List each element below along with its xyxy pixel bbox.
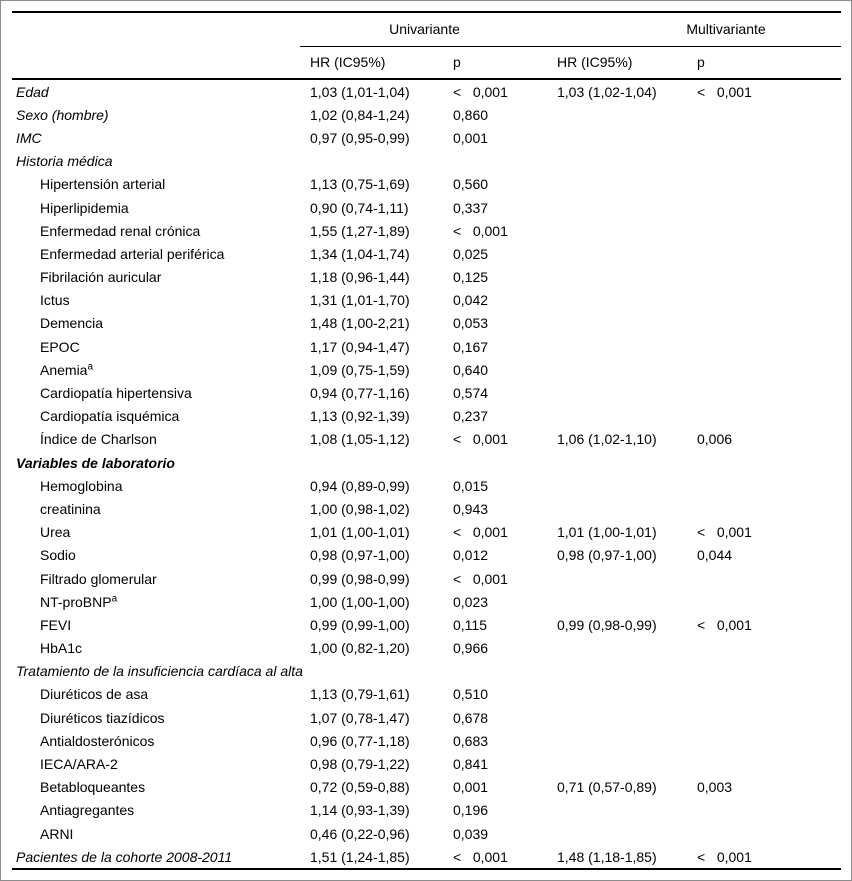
row-label-text: Fibrilación auricular (40, 269, 162, 286)
uni-hr-cell: 1,01 (1,00-1,01) (310, 524, 410, 541)
uni-p-cell: 0,167 (453, 338, 489, 355)
uni-hr-cell: 1,03 (1,01-1,04) (310, 83, 410, 100)
row-label (12, 130, 300, 146)
uni-hr-cell: 0,98 (0,97-1,00) (310, 547, 410, 564)
row-label-text: Hiperlipidemia (40, 199, 129, 216)
table-row (12, 80, 841, 103)
uni-p-cell: < 0,001 (453, 222, 508, 239)
table-row (12, 845, 841, 868)
row-label (12, 107, 300, 123)
uni-hr-cell: 1,13 (0,92-1,39) (310, 408, 410, 425)
uni-hr-cell: 1,08 (1,05-1,12) (310, 431, 410, 448)
row-label (12, 663, 303, 680)
row-label-text: Pacientes de la cohorte 2008-2011 (16, 848, 233, 865)
row-label-text: Antialdosterónicos (40, 732, 155, 749)
table-row (12, 637, 841, 660)
multivariante-label: Multivariante (686, 21, 766, 37)
row-label (12, 153, 300, 169)
table-row (12, 613, 841, 636)
row-label-text: Tratamiento de la insuficiencia cardíaca al alta (16, 663, 303, 680)
row-label-text: Edad (16, 83, 49, 100)
uni-hr-cell: 1,34 (1,04-1,74) (310, 245, 410, 262)
row-label (12, 849, 300, 865)
uni-hr-cell: 0,97 (0,95-0,99) (310, 129, 410, 146)
uni-p-cell: 0,337 (453, 199, 489, 216)
row-label (12, 617, 300, 633)
header-multi-p: p (697, 54, 705, 70)
uni-hr-cell: 1,55 (1,27-1,89) (310, 222, 410, 239)
table-row (12, 196, 841, 219)
column-group-univariante (300, 13, 557, 47)
uni-hr-cell: 1,51 (1,24-1,85) (310, 848, 410, 865)
table-row (12, 729, 841, 752)
table-row (12, 428, 841, 451)
table-row (12, 752, 841, 775)
table-row (12, 312, 841, 335)
uni-hr-cell: 0,99 (0,98-0,99) (310, 570, 410, 587)
uni-p-cell: 0,115 (453, 616, 487, 633)
row-label-text: Diuréticos de asa (40, 686, 149, 703)
column-group-multivariante (557, 13, 841, 47)
row-label-text: Sexo (hombre) (16, 106, 109, 123)
header-uni-hr: HR (IC95%) (310, 54, 386, 70)
table-row (12, 405, 841, 428)
row-label (12, 756, 300, 772)
table-row (12, 521, 841, 544)
uni-p-cell: 0,015 (453, 477, 489, 494)
row-label-text: FEVI (40, 616, 72, 633)
row-label (12, 315, 300, 331)
table-row (12, 799, 841, 822)
row-label (12, 733, 300, 749)
table-body (12, 80, 841, 870)
uni-p-cell: 0,966 (453, 640, 489, 657)
row-label (12, 547, 300, 563)
row-label-text: Índice de Charlson (40, 431, 157, 448)
table-row (12, 497, 841, 520)
row-label (12, 779, 300, 795)
table-row (12, 103, 841, 126)
table-row (12, 474, 841, 497)
table-row (12, 242, 841, 265)
row-label-text: HbA1c (40, 640, 83, 657)
row-label (12, 431, 300, 447)
table-row (12, 590, 841, 613)
multi-hr-cell: 1,03 (1,02-1,04) (557, 83, 657, 100)
multi-p-cell: < 0,001 (697, 83, 752, 100)
table-row (12, 150, 841, 173)
uni-p-cell: 0,012 (453, 547, 489, 564)
table-row (12, 219, 841, 242)
uni-p-cell: 0,510 (453, 686, 489, 703)
multi-hr-cell: 1,01 (1,00-1,01) (557, 524, 657, 541)
row-label-text: IMC (16, 129, 42, 146)
table-row (12, 381, 841, 404)
uni-hr-cell: 1,00 (0,82-1,20) (310, 640, 410, 657)
row-label-text: Enfermedad arterial periférica (40, 245, 225, 262)
uni-hr-cell: 1,07 (0,78-1,47) (310, 709, 410, 726)
uni-p-cell: < 0,001 (453, 524, 508, 541)
row-label-text: Anemia (40, 361, 88, 378)
row-label-text: IECA/ARA-2 (40, 756, 118, 773)
table-header (12, 11, 841, 80)
row-label-text: ARNI (40, 825, 74, 842)
table-row (12, 451, 841, 474)
row-label (12, 385, 300, 401)
uni-p-cell: < 0,001 (453, 431, 508, 448)
table-row (12, 544, 841, 567)
uni-hr-cell: 0,96 (0,77-1,18) (310, 732, 410, 749)
row-label (12, 223, 300, 239)
multi-p-cell: < 0,001 (697, 524, 752, 541)
row-label (12, 710, 300, 726)
row-label-text: Antiagregantes (40, 802, 135, 819)
uni-p-cell: 0,841 (453, 756, 489, 773)
multi-p-cell: 0,003 (697, 779, 733, 796)
multi-hr-cell: 1,48 (1,18-1,85) (557, 848, 657, 865)
row-label (12, 640, 300, 656)
uni-hr-cell: 0,90 (0,74-1,11) (310, 199, 409, 216)
multi-p-cell: < 0,001 (697, 616, 752, 633)
uni-p-cell: 0,001 (453, 779, 489, 796)
row-label (12, 826, 300, 842)
uni-p-cell: 0,025 (453, 245, 489, 262)
row-label-text: Hemoglobina (40, 477, 123, 494)
row-label (12, 292, 300, 308)
multi-hr-cell: 0,98 (0,97-1,00) (557, 547, 657, 564)
row-label (12, 339, 300, 355)
uni-hr-cell: 0,46 (0,22-0,96) (310, 825, 410, 842)
table-row (12, 706, 841, 729)
uni-hr-cell: 1,00 (1,00-1,00) (310, 593, 410, 610)
row-label (12, 524, 300, 540)
row-label (12, 176, 300, 192)
table-row (12, 335, 841, 358)
table-row (12, 358, 841, 381)
table-row (12, 660, 841, 683)
univariante-label: Univariante (389, 21, 460, 37)
row-label-text: Historia médica (16, 153, 113, 170)
row-label-text: Sodio (40, 547, 76, 564)
uni-hr-cell: 1,31 (1,01-1,70) (310, 292, 410, 309)
row-label (12, 455, 300, 471)
uni-hr-cell: 0,72 (0,59-0,88) (310, 779, 410, 796)
table-row (12, 822, 841, 845)
row-label (12, 246, 300, 262)
uni-hr-cell: 1,13 (0,75-1,69) (310, 176, 410, 193)
column-group-row (12, 13, 841, 46)
uni-p-cell: 0,042 (453, 292, 489, 309)
uni-hr-cell: 0,94 (0,77-1,16) (310, 385, 410, 402)
uni-hr-cell: 1,13 (0,79-1,61) (310, 686, 410, 703)
uni-hr-cell: 1,02 (0,84-1,24) (310, 106, 410, 123)
uni-hr-cell: 1,18 (0,96-1,44) (310, 269, 410, 286)
table-row (12, 776, 841, 799)
row-label-text: Cardiopatía hipertensiva (40, 385, 192, 402)
uni-p-cell: 0,196 (453, 802, 489, 819)
row-label (12, 501, 300, 517)
uni-hr-cell: 1,48 (1,00-2,21) (310, 315, 410, 332)
row-label (12, 478, 300, 494)
row-label-text: Enfermedad renal crónica (40, 222, 201, 239)
multi-p-cell: < 0,001 (697, 848, 752, 865)
uni-p-cell: 0,574 (453, 385, 489, 402)
row-label-text: Cardiopatía isquémica (40, 408, 180, 425)
uni-hr-cell: 1,17 (0,94-1,47) (310, 338, 410, 355)
row-label (12, 594, 300, 610)
row-label-text: creatinina (40, 500, 101, 517)
row-label-text: EPOC (40, 338, 80, 355)
row-label (12, 200, 300, 216)
uni-p-cell: 0,943 (453, 500, 489, 517)
uni-p-cell: 0,683 (453, 732, 489, 749)
row-label-text: Urea (40, 524, 71, 541)
uni-p-cell: 0,053 (453, 315, 489, 332)
row-label (12, 84, 300, 100)
row-label-text: Ictus (40, 292, 70, 309)
uni-p-cell: 0,678 (453, 709, 489, 726)
row-label (12, 686, 300, 702)
row-label (12, 408, 300, 424)
superscript-marker: a (111, 593, 118, 605)
uni-p-cell: < 0,001 (453, 570, 508, 587)
uni-p-cell: 0,125 (453, 269, 489, 286)
uni-p-cell: 0,560 (453, 176, 489, 193)
uni-hr-cell: 1,14 (0,93-1,39) (310, 802, 410, 819)
uni-p-cell: < 0,001 (453, 848, 508, 865)
row-label-text: Variables de laboratorio (16, 454, 175, 471)
uni-hr-cell: 1,09 (0,75-1,59) (310, 361, 410, 378)
uni-hr-cell: 1,00 (0,98-1,02) (310, 500, 410, 517)
multi-hr-cell: 1,06 (1,02-1,10) (557, 431, 657, 448)
row-label (12, 269, 300, 285)
row-label (12, 802, 300, 818)
table-row (12, 173, 841, 196)
table-row (12, 126, 841, 149)
uni-p-cell: 0,237 (453, 408, 489, 425)
uni-p-cell: 0,640 (453, 361, 489, 378)
uni-p-cell: 0,023 (453, 593, 489, 610)
uni-hr-cell: 0,99 (0,99-1,00) (310, 616, 410, 633)
table-row (12, 266, 841, 289)
uni-hr-cell: 0,94 (0,89-0,99) (310, 477, 410, 494)
row-label-text: Filtrado glomerular (40, 570, 157, 587)
uni-hr-cell: 0,98 (0,79-1,22) (310, 756, 410, 773)
uni-p-cell: 0,860 (453, 106, 489, 123)
table-row (12, 567, 841, 590)
table-row (12, 289, 841, 312)
multi-p-cell: 0,044 (697, 547, 733, 564)
row-label-text: Betabloqueantes (40, 779, 146, 796)
multi-hr-cell: 0,71 (0,57-0,89) (557, 779, 657, 796)
header-multi-hr: HR (IC95%) (557, 54, 633, 70)
superscript-marker: a (87, 361, 94, 373)
multi-p-cell: 0,006 (697, 431, 733, 448)
uni-p-cell: 0,039 (453, 825, 489, 842)
row-label-text: Demencia (40, 315, 104, 332)
uni-p-cell: < 0,001 (453, 83, 508, 100)
row-label-text: NT-proBNP (40, 593, 112, 610)
table-row (12, 683, 841, 706)
header-uni-p: p (453, 54, 461, 70)
row-label (12, 571, 300, 587)
sub-header-row (12, 46, 841, 78)
multi-hr-cell: 0,99 (0,98-0,99) (557, 616, 657, 633)
row-label-text: Hipertensión arterial (40, 176, 166, 193)
uni-p-cell: 0,001 (453, 129, 489, 146)
row-label (12, 362, 300, 378)
regression-results-table (12, 11, 841, 870)
row-label-text: Diuréticos tiazídicos (40, 709, 165, 726)
